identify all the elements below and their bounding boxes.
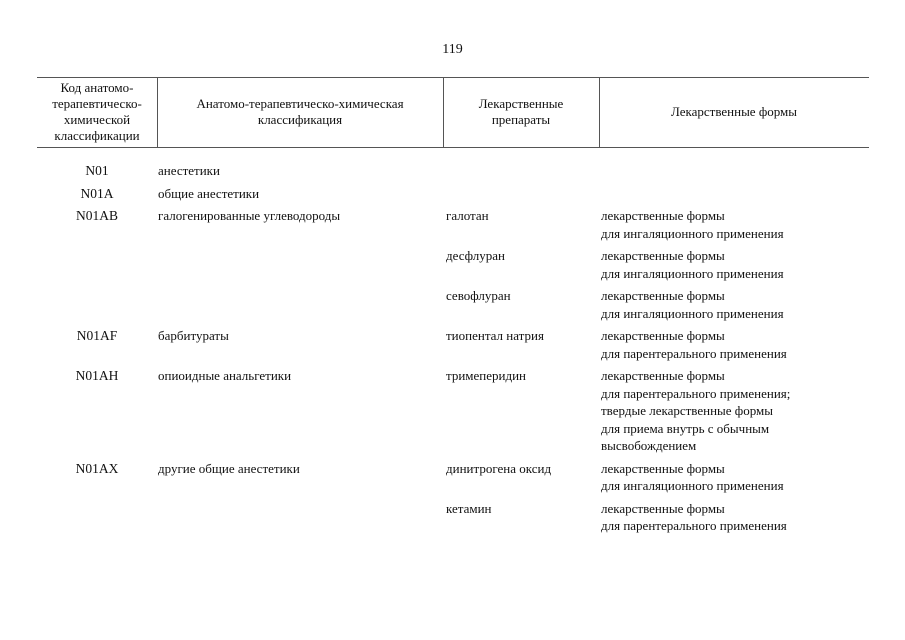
atc-name: галогенированные углеводороды bbox=[158, 208, 341, 223]
drug-name: севофлуран bbox=[446, 288, 511, 303]
header-classification: Анатомо-терапевтическо-химическая классификация bbox=[196, 96, 404, 127]
table-row bbox=[0, 367, 905, 455]
table-row bbox=[0, 327, 905, 362]
atc-name: другие общие анестетики bbox=[158, 460, 300, 476]
atc-name bbox=[157, 500, 443, 535]
table-header-bottom-rule bbox=[37, 147, 869, 148]
table-row bbox=[0, 247, 905, 282]
atc-name: общие анестетики bbox=[158, 185, 260, 201]
dosage-forms: лекарственные формы для парентерального применения bbox=[601, 328, 787, 361]
atc-code bbox=[37, 500, 157, 535]
drug-name: галотан bbox=[446, 208, 489, 223]
dosage-forms: лекарственные формы для парентерального применения; твердые лекарственные формы для приема внутрь с обычным высвобождением bbox=[601, 368, 791, 453]
atc-code: N01AX bbox=[75, 460, 119, 476]
table-row bbox=[0, 162, 905, 180]
drug-name: десфлуран bbox=[446, 248, 505, 263]
dosage-forms: лекарственные формы для ингаляционного применения bbox=[601, 288, 784, 321]
drug-name bbox=[443, 185, 599, 203]
atc-name: барбитураты bbox=[158, 328, 229, 343]
dosage-forms: лекарственные формы для ингаляционного применения bbox=[601, 208, 784, 241]
atc-code: N01AF bbox=[76, 328, 118, 343]
atc-code: N01AH bbox=[75, 368, 119, 383]
atc-name bbox=[157, 287, 443, 322]
drug-name: кетамин bbox=[446, 500, 492, 516]
drug-name bbox=[443, 162, 599, 180]
drug-name: динитрогена оксид bbox=[446, 460, 552, 476]
atc-name: анестетики bbox=[158, 163, 220, 178]
dosage-forms: лекарственные формы для ингаляционного применения bbox=[601, 460, 784, 493]
dosage-forms: лекарственные формы для парентерального применения bbox=[601, 500, 787, 533]
atc-code: N01AB bbox=[75, 208, 118, 223]
table-row bbox=[0, 500, 905, 535]
table-body bbox=[0, 162, 905, 540]
table-row bbox=[0, 185, 905, 203]
drug-name: тиопентал натрия bbox=[446, 328, 544, 343]
table-row bbox=[0, 287, 905, 322]
atc-code bbox=[37, 247, 157, 282]
header-drugs: Лекарственные препараты bbox=[478, 96, 564, 127]
atc-name: опиоидные анальгетики bbox=[158, 368, 292, 383]
page-number: 119 bbox=[442, 42, 463, 57]
dosage-forms: лекарственные формы для ингаляционного применения bbox=[601, 248, 784, 281]
dosage-forms bbox=[599, 162, 869, 180]
header-code: Код анатомо- терапевтическо- химической классификации bbox=[52, 80, 142, 143]
header-forms: Лекарственные формы bbox=[670, 104, 798, 119]
drug-name: тримеперидин bbox=[446, 368, 527, 383]
atc-code bbox=[37, 287, 157, 322]
atc-name bbox=[157, 247, 443, 282]
dosage-forms bbox=[599, 185, 869, 203]
atc-code: N01A bbox=[80, 185, 114, 201]
table-row bbox=[0, 207, 905, 242]
table-row bbox=[0, 460, 905, 495]
atc-code: N01 bbox=[85, 163, 109, 178]
